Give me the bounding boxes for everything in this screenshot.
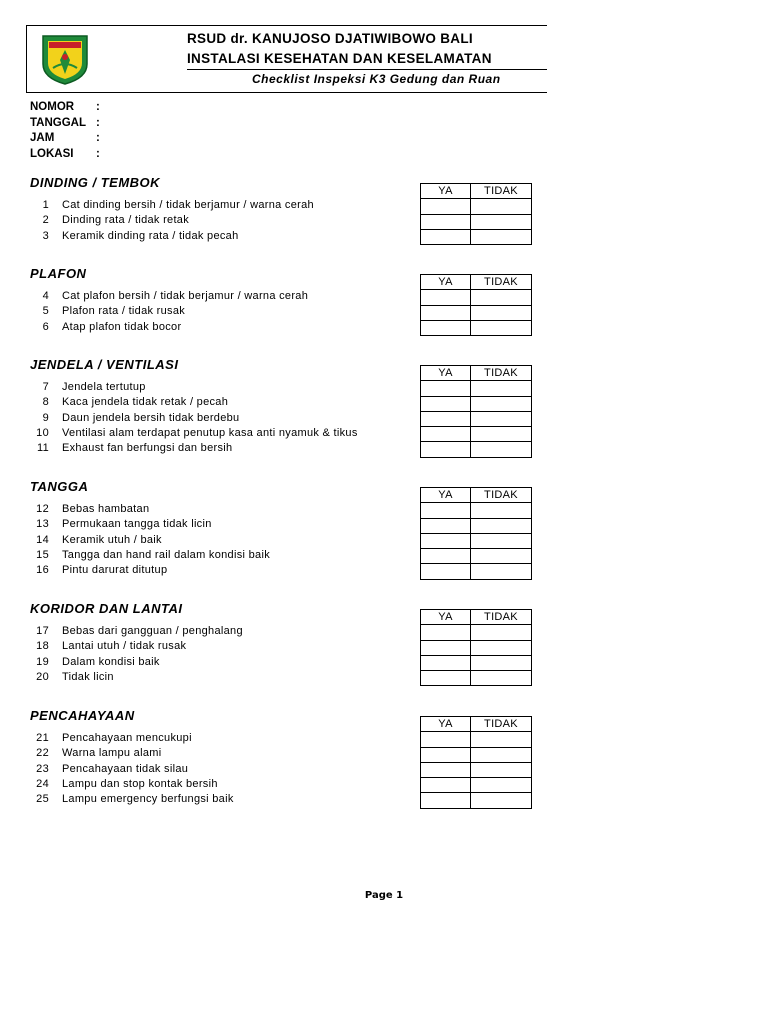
item-text: Tidak licin [62,670,114,683]
grid-row [421,229,532,244]
grid-row [421,396,532,411]
item-text: Cat plafon bersih / tidak berjamur / warna cerah [62,290,309,302]
checklist-section [30,708,540,806]
tidak-cell[interactable] [471,427,532,442]
item-number: 21 [36,732,49,744]
checklist-item [30,517,270,532]
column-tidak-header: TIDAK [471,610,532,625]
grid-row [421,732,532,747]
ya-cell[interactable] [421,381,471,396]
document-header [26,25,547,93]
ya-cell[interactable] [421,533,471,548]
column-ya-header: YA [421,488,471,503]
ya-cell[interactable] [421,732,471,747]
ya-cell[interactable] [421,442,471,457]
ya-cell[interactable] [421,214,471,229]
tidak-cell[interactable] [471,533,532,548]
tidak-cell[interactable] [471,411,532,426]
grid-row [421,747,532,762]
tidak-cell[interactable] [471,518,532,533]
item-number: 24 [36,777,49,790]
tidak-cell[interactable] [471,229,532,244]
meta-nomor [30,100,100,116]
item-number: 19 [36,655,49,668]
item-number: 20 [36,670,49,683]
item-text: Bebas hambatan [62,503,150,515]
meta-colon: : [96,101,100,113]
ya-cell[interactable] [421,503,471,518]
checklist-section [30,601,540,683]
item-number: 13 [36,518,49,531]
checklist-section [30,357,540,455]
ya-cell[interactable] [421,305,471,320]
answer-grid [420,487,532,580]
tidak-cell[interactable] [471,732,532,747]
meta-tanggal [30,116,100,132]
ya-cell[interactable] [421,290,471,305]
checklist-item [30,746,234,761]
grid-row [421,411,532,426]
grid-row [421,427,532,442]
checklist-items [30,289,308,335]
tidak-cell[interactable] [471,290,532,305]
item-number: 14 [36,533,49,546]
answer-grid [420,183,532,245]
meta-colon: : [96,147,100,160]
answer-grid [420,609,532,686]
checklist-items [30,380,358,456]
grid-row [421,671,532,686]
item-text: Lampu dan stop kontak bersih [62,777,218,790]
checklist-item [30,289,308,304]
item-text: Permukaan tangga tidak licin [62,518,212,531]
ya-cell[interactable] [421,229,471,244]
checklist-item [30,655,243,670]
item-text: Ventilasi alam terdapat penutup kasa anti nyamuk & tikus [62,426,358,439]
tidak-cell[interactable] [471,640,532,655]
item-text: Plafon rata / tidak rusak [62,305,186,318]
meta-lokasi [30,147,100,163]
grid-header-row [421,275,532,290]
column-tidak-header: TIDAK [471,717,532,732]
item-number: 16 [36,564,49,577]
checklist-section [30,266,540,333]
checklist-item [30,320,308,335]
section-title: KORIDOR DAN LANTAI [30,601,183,616]
column-tidak-header: TIDAK [471,184,532,199]
item-number: 3 [42,229,49,242]
item-text: Kaca jendela tidak retak / pecah [62,396,229,409]
checklist-item [30,563,270,578]
checklist-item [30,548,270,563]
grid-row [421,320,532,335]
grid-row [421,290,532,305]
grid-header-row [421,184,532,199]
item-text: Bebas dari gangguan / penghalang [62,625,243,637]
meta-fields [30,100,100,162]
ya-cell[interactable] [421,411,471,426]
item-number: 9 [42,411,49,424]
grid-row [421,793,532,808]
item-text: Dinding rata / tidak retak [62,214,190,227]
grid-header-row [421,366,532,381]
item-number: 17 [36,625,49,637]
column-tidak-header: TIDAK [471,275,532,290]
item-text: Pencahayaan tidak silau [62,762,189,775]
tidak-cell[interactable] [471,549,532,564]
section-title: PLAFON [30,266,87,281]
tidak-cell[interactable] [471,199,532,214]
hospital-logo [39,30,91,86]
tidak-cell[interactable] [471,305,532,320]
item-text: Daun jendela bersih tidak berdebu [62,411,240,424]
item-text: Keramik dinding rata / tidak pecah [62,229,239,242]
meta-colon: : [96,116,100,129]
section-title: JENDELA / VENTILASI [30,357,179,372]
grid-row [421,655,532,670]
item-number: 8 [42,396,49,409]
tidak-cell[interactable] [471,793,532,808]
item-text: Lantai utuh / tidak rusak [62,640,187,653]
ya-cell[interactable] [421,427,471,442]
checklist-item [30,426,358,441]
header-divider [187,69,547,70]
column-ya-header: YA [421,717,471,732]
column-ya-header: YA [421,275,471,290]
meta-label: LOKASI [30,147,74,160]
checklist-item [30,380,358,395]
item-number: 25 [36,793,49,806]
item-number: 4 [42,290,49,302]
grid-row [421,533,532,548]
column-ya-header: YA [421,610,471,625]
grid-row [421,503,532,518]
tidak-cell[interactable] [471,214,532,229]
meta-label: JAM [30,132,55,145]
ya-cell[interactable] [421,762,471,777]
checklist-section [30,175,540,242]
item-number: 10 [36,426,49,439]
item-number: 1 [42,199,49,211]
column-tidak-header: TIDAK [471,366,532,381]
grid-header-row [421,488,532,503]
checklist-items [30,198,314,244]
page-number: Page 1 [364,890,404,901]
tidak-cell[interactable] [471,671,532,686]
ya-cell[interactable] [421,320,471,335]
answer-grid [420,365,532,458]
column-tidak-header: TIDAK [471,488,532,503]
checklist-item [30,670,243,685]
checklist-item [30,395,358,410]
grid-header-row [421,610,532,625]
tidak-cell[interactable] [471,381,532,396]
ya-cell[interactable] [421,655,471,670]
checklist-item [30,304,308,319]
section-title: PENCAHAYAAN [30,708,135,723]
ya-cell[interactable] [421,778,471,793]
item-number: 18 [36,640,49,653]
grid-row [421,214,532,229]
tidak-cell[interactable] [471,503,532,518]
ya-cell[interactable] [421,549,471,564]
tidak-cell[interactable] [471,396,532,411]
tidak-cell[interactable] [471,320,532,335]
tidak-cell[interactable] [471,655,532,670]
checklist-item [30,624,243,639]
grid-row [421,199,532,214]
tidak-cell[interactable] [471,564,532,579]
grid-row [421,640,532,655]
header-line-2: INSTALASI KESEHATAN DAN KESELAMATAN [187,51,492,66]
checklist-item [30,792,234,807]
grid-header-row [421,717,532,732]
grid-row [421,518,532,533]
grid-row [421,549,532,564]
item-text: Keramik utuh / baik [62,533,162,546]
item-number: 23 [36,762,49,775]
meta-label: NOMOR [30,101,75,113]
column-ya-header: YA [421,366,471,381]
item-number: 12 [36,503,49,515]
checklist-item [30,762,234,777]
grid-row [421,564,532,579]
grid-row [421,305,532,320]
section-title: DINDING / TEMBOK [30,175,161,190]
ya-cell[interactable] [421,564,471,579]
ya-cell[interactable] [421,793,471,808]
ya-cell[interactable] [421,518,471,533]
grid-row [421,442,532,457]
meta-label: TANGGAL [30,116,87,129]
checklist-items [30,502,270,578]
item-number: 22 [36,747,49,760]
ya-cell[interactable] [421,671,471,686]
item-text: Atap plafon tidak bocor [62,320,182,333]
tidak-cell[interactable] [471,747,532,762]
tidak-cell[interactable] [471,625,532,640]
grid-row [421,778,532,793]
section-title: TANGGA [30,479,89,494]
item-text: Exhaust fan berfungsi dan bersih [62,442,233,455]
item-number: 5 [42,305,49,318]
ya-cell[interactable] [421,640,471,655]
item-text: Lampu emergency berfungsi baik [62,793,234,806]
tidak-cell[interactable] [471,762,532,777]
checklist-item [30,198,314,213]
checklist-item [30,213,314,228]
checklist-item [30,777,234,792]
item-text: Warna lampu alami [62,747,162,760]
checklist-item [30,502,270,517]
checklist-items [30,624,243,685]
checklist-item [30,731,234,746]
checklist-item [30,229,314,244]
item-number: 6 [42,320,49,333]
ya-cell[interactable] [421,396,471,411]
checklist-item [30,639,243,654]
column-ya-header: YA [421,184,471,199]
grid-row [421,381,532,396]
ya-cell[interactable] [421,747,471,762]
checklist-items [30,731,234,807]
header-line-3: Checklist Inspeksi K3 Gedung dan Ruan [252,72,501,86]
answer-grid [420,274,532,336]
item-text: Cat dinding bersih / tidak berjamur / warna cerah [62,199,314,211]
checklist-item [30,411,358,426]
checklist-section [30,479,540,577]
item-number: 15 [36,548,49,561]
ya-cell[interactable] [421,625,471,640]
item-text: Pencahayaan mencukupi [62,732,192,744]
meta-jam [30,131,100,147]
grid-row [421,625,532,640]
grid-row [421,762,532,777]
tidak-cell[interactable] [471,778,532,793]
header-line-1: RSUD dr. KANUJOSO DJATIWIBOWO BALI [187,31,473,46]
ya-cell[interactable] [421,199,471,214]
item-number: 11 [36,442,49,455]
item-number: 2 [42,214,49,227]
item-text: Dalam kondisi baik [62,655,160,668]
item-text: Pintu darurat ditutup [62,564,168,577]
item-number: 7 [42,381,49,393]
item-text: Tangga dan hand rail dalam kondisi baik [62,548,270,561]
checklist-item [30,441,358,456]
item-text: Jendela tertutup [62,381,146,393]
meta-colon: : [96,132,100,145]
checklist-item [30,533,270,548]
answer-grid [420,716,532,809]
tidak-cell[interactable] [471,442,532,457]
